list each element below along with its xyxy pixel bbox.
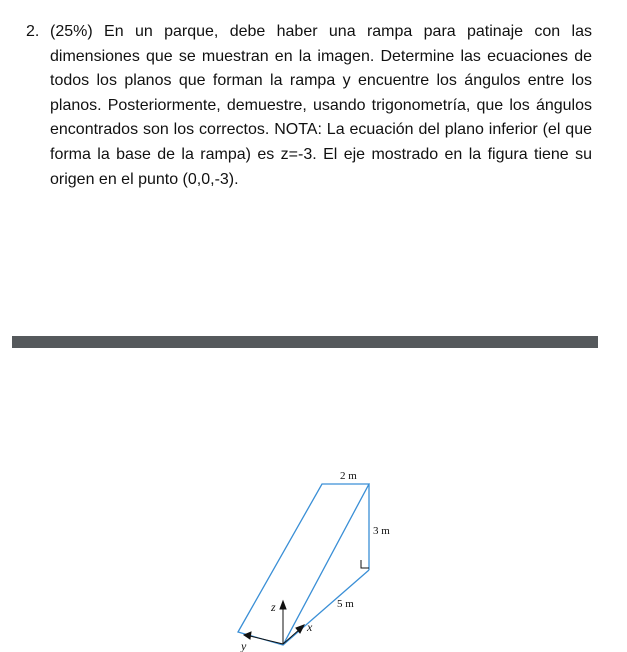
x-axis-line — [283, 629, 300, 644]
dim-base-label: 5 m — [337, 598, 354, 610]
problem-text: (25%) En un parque, debe haber una rampa para patinaje con las dimensiones que se muestran en la imagen. Determine las ecuaciones de todos los planos que forman la rampa y encuentre los ángulos entre los planos. Posteriormente, demuestre, usando trigonometría, que los ángulos encontrados son los correctos. NOTA: La ecuación del plano inferior (el que forma la base de la rampa) es z=-3. El eje mostrado en la figura tiene su origen en el punto (0,0,-3). — [50, 23, 592, 188]
right-angle-marker — [361, 560, 369, 568]
problem-number: 2. — [26, 23, 40, 40]
ramp-diagram — [220, 462, 420, 652]
ramp-slope-face — [238, 484, 369, 645]
section-divider — [12, 336, 598, 348]
dim-top-label: 2 m — [340, 470, 357, 482]
dim-height-label: 3 m — [373, 525, 390, 537]
ramp-base-edge — [283, 570, 369, 645]
z-axis-arrow — [280, 601, 286, 609]
y-axis-line — [250, 636, 283, 644]
problem-statement — [26, 20, 592, 192]
ramp-figure — [220, 462, 420, 652]
y-axis-label: y — [241, 639, 247, 652]
ramp-edges — [238, 484, 369, 645]
x-axis-label: x — [307, 620, 313, 634]
y-axis-arrow — [244, 632, 251, 639]
z-axis-label: z — [271, 600, 276, 614]
